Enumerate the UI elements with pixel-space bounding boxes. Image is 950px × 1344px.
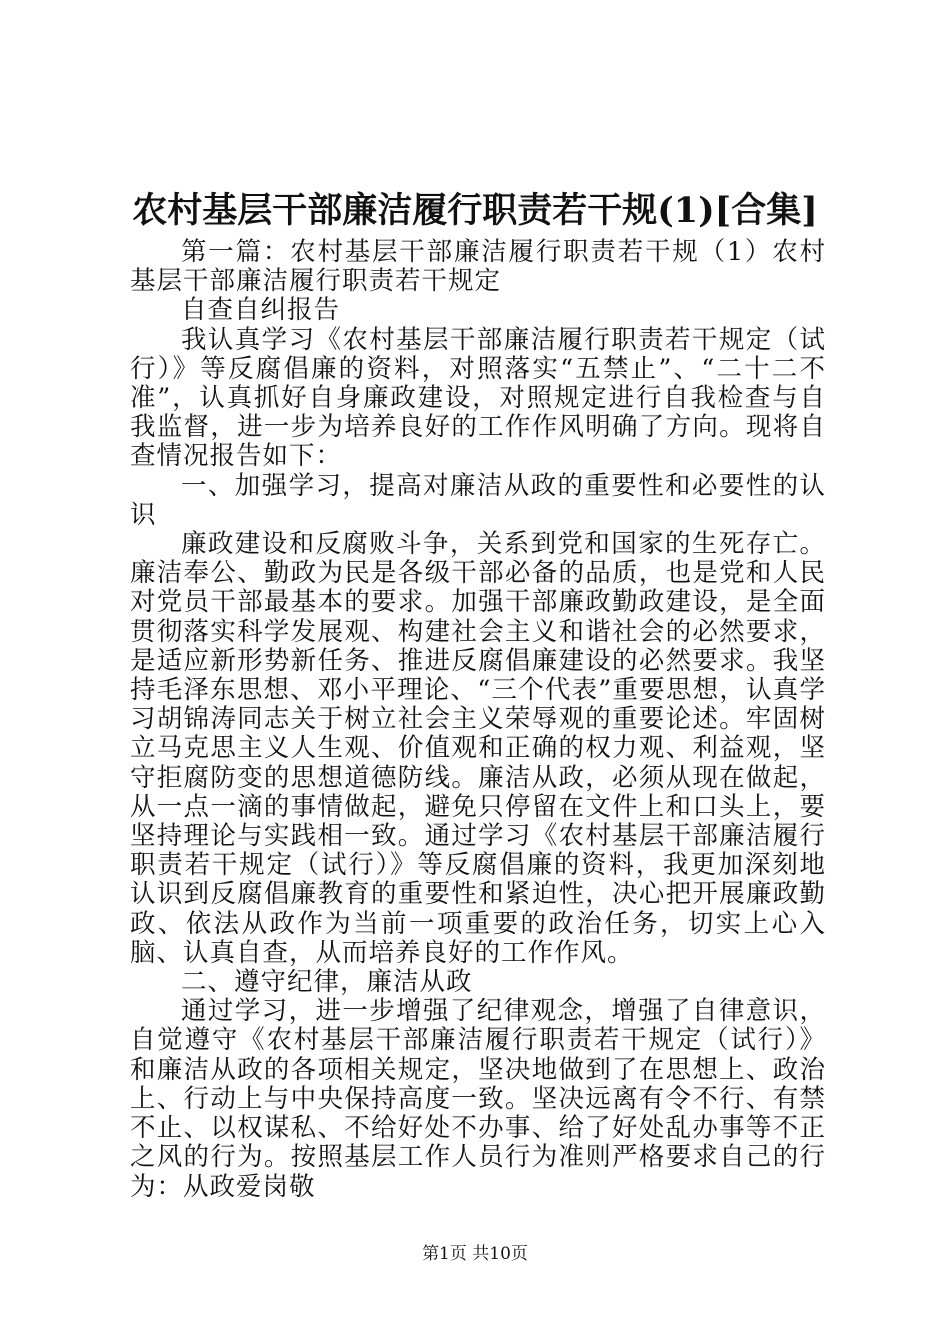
paragraph-intro: 第一篇：农村基层干部廉洁履行职责若干规（1）农村基层干部廉洁履行职责若干规定 [130, 237, 826, 297]
paragraph-section-1: 廉政建设和反腐败斗争，关系到党和国家的生死存亡。廉洁奉公、勤政为民是各级干部必备的品质，也是党和人民对党员干部最基本的要求。加强干部廉政勤政建设，是全面贯彻落实科学发展观、构建社会主义和谐社会的必然要求，是适应新形势新任务、推进反腐倡廉建设的必然要求。我坚持毛泽东思想、邓小平理论、“三个代表”重要思想，认真学习胡锦涛同志关于树立社会主义荣辱观的重要论述。牢固树立马克思主义人生观、价值观和正确的权力观、利益观，坚守拒腐防变的思想道德防线。廉洁从政，必须从现在做起，从一点一滴的事情做起，避免只停留在文件上和口头上，要坚持理论与实践相一致。通过学习《农村基层干部廉洁履行职责若干规定（试行）》等反腐倡廉的资料，我更加深刻地认识到反腐倡廉教育的重要性和紧迫性，决心把开展廉政勤政、依法从政作为当前一项重要的政治任务，切实上心入脑、认真自查，从而培养良好的工作作风。 [130, 529, 826, 968]
section-heading-1: 一、加强学习，提高对廉洁从政的重要性和必要性的认识 [130, 470, 826, 530]
paragraph-subtitle: 自查自纠报告 [181, 295, 341, 326]
section-heading-2: 二、遵守纪律，廉洁从政 [181, 967, 473, 998]
paragraph-section-2: 通过学习，进一步增强了纪律观念，增强了自律意识，自觉遵守《农村基层干部廉洁履行职责若干规定（试行）》和廉洁从政的各项相关规定，坚决地做到了在思想上、政治上、行动上与中央保持高度一致。坚决远离有令不行、有禁不止、以权谋私、不给好处不办事、给了好处乱办事等不正之风的行为。按照基层工作人员行为准则严格要求自己的行为：从政爱岗敬 [130, 996, 826, 1202]
document-title: 农村基层干部廉洁履行职责若干规(1)[合集] [132, 190, 818, 231]
document-body [130, 238, 826, 1202]
paragraph-opening: 我认真学习《农村基层干部廉洁履行职责若干规定（试行）》等反腐倡廉的资料，对照落实“五禁止”、“二十二不准”，认真抓好自身廉政建设，对照规定进行自我检查与自我监督，进一步为培养良好的工作作风明确了方向。现将自查情况报告如下： [130, 324, 826, 472]
page-number-footer: 第1页 共10页 [422, 1244, 528, 1264]
